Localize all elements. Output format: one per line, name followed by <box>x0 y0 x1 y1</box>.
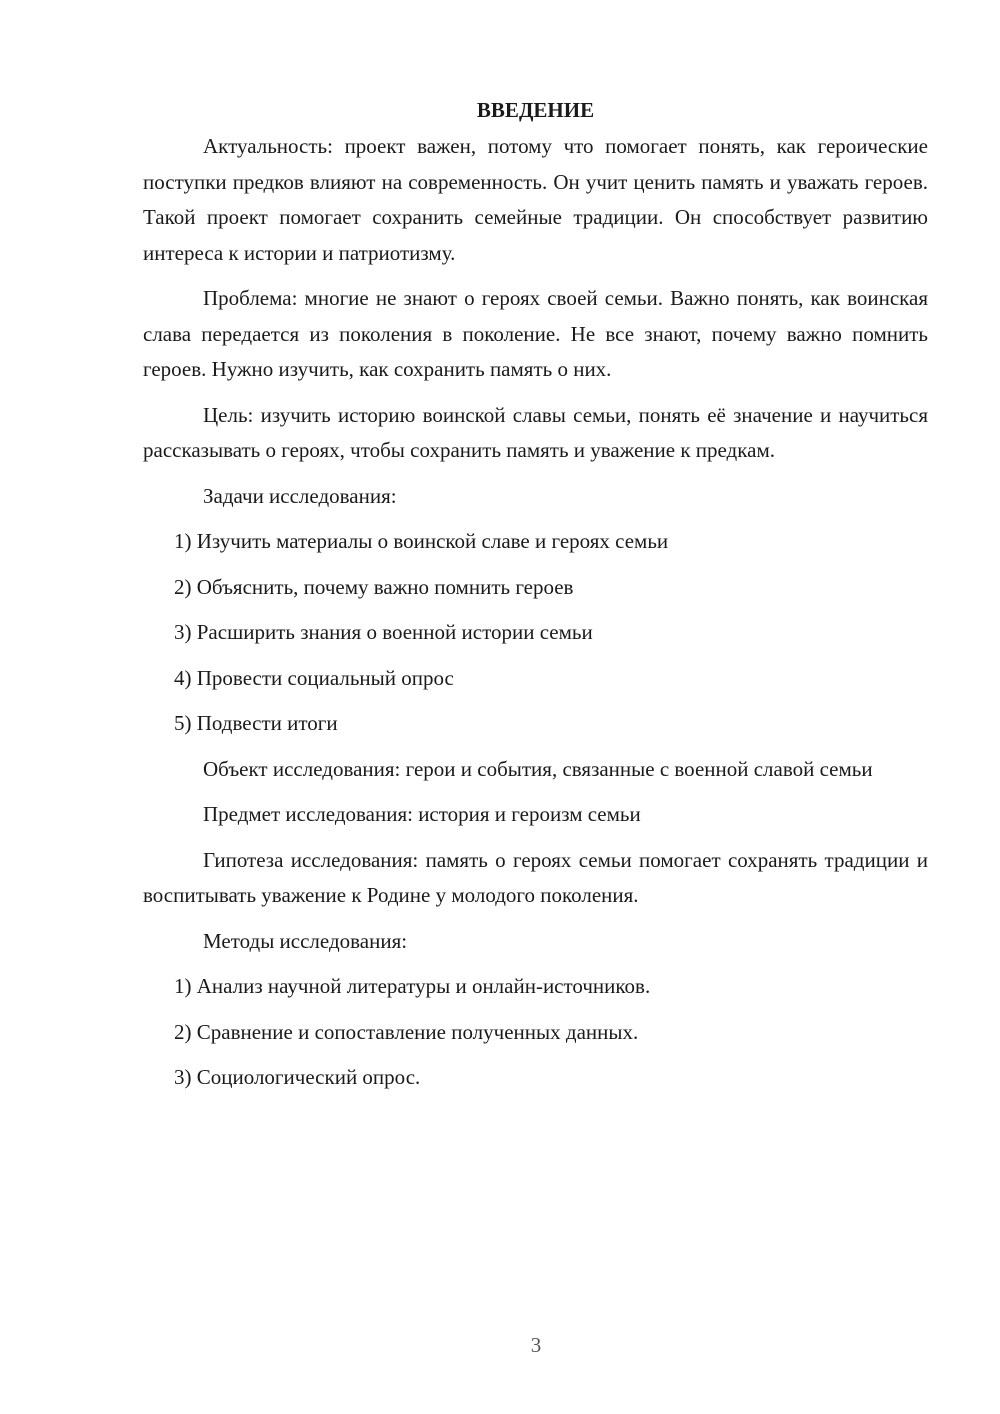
relevance-paragraph: Актуальность: проект важен, потому что помогает понять, как героические поступки предков влияют на современность. Он учит ценить память и уважать героев. Такой проект помогает сохранить семейные традиции. Он способствует развитию интереса к истории и патриотизму. <box>143 134 928 265</box>
problem-paragraph: Проблема: многие не знают о героях своей семьи. Важно понять, как воинская слава передается из поколения в поколение. Не все знают, почему важно помнить героев. Нужно изучить, как сохранить память о них. <box>143 286 928 381</box>
object-paragraph: Объект исследования: герои и события, связанные с военной славой семьи <box>203 756 873 781</box>
method-item: 3) Социологический опрос. <box>174 1065 421 1089</box>
document-page <box>143 92 928 1106</box>
task-item: 5) Подвести итоги <box>174 711 338 735</box>
task-item: 4) Провести социальный опрос <box>174 665 454 690</box>
page-number: 3 <box>530 1333 542 1357</box>
task-item: 2) Объяснить, почему важно помнить героев <box>174 574 574 599</box>
method-item: 2) Сравнение и сопоставление полученных данных. <box>174 1019 639 1044</box>
goal-paragraph: Цель: изучить историю воинской славы семьи, понять её значение и научиться рассказывать о героях, чтобы сохранить память и уважение к предкам. <box>143 402 928 462</box>
task-item: 1) Изучить материалы о воинской славе и героях семьи <box>174 529 669 553</box>
methods-heading: Методы исследования: <box>203 928 408 953</box>
page-title: ВВЕДЕНИЕ <box>476 98 595 122</box>
task-item: 3) Расширить знания о военной истории семьи <box>174 620 593 644</box>
subject-paragraph: Предмет исследования: история и героизм семьи <box>203 802 641 826</box>
method-item: 1) Анализ научной литературы и онлайн-источников. <box>174 974 651 998</box>
tasks-heading: Задачи исследования: <box>203 483 397 508</box>
hypothesis-paragraph: Гипотеза исследования: память о героях семьи помогает сохранять традиции и воспитывать уважение к Родине у молодого поколения. <box>143 847 928 907</box>
